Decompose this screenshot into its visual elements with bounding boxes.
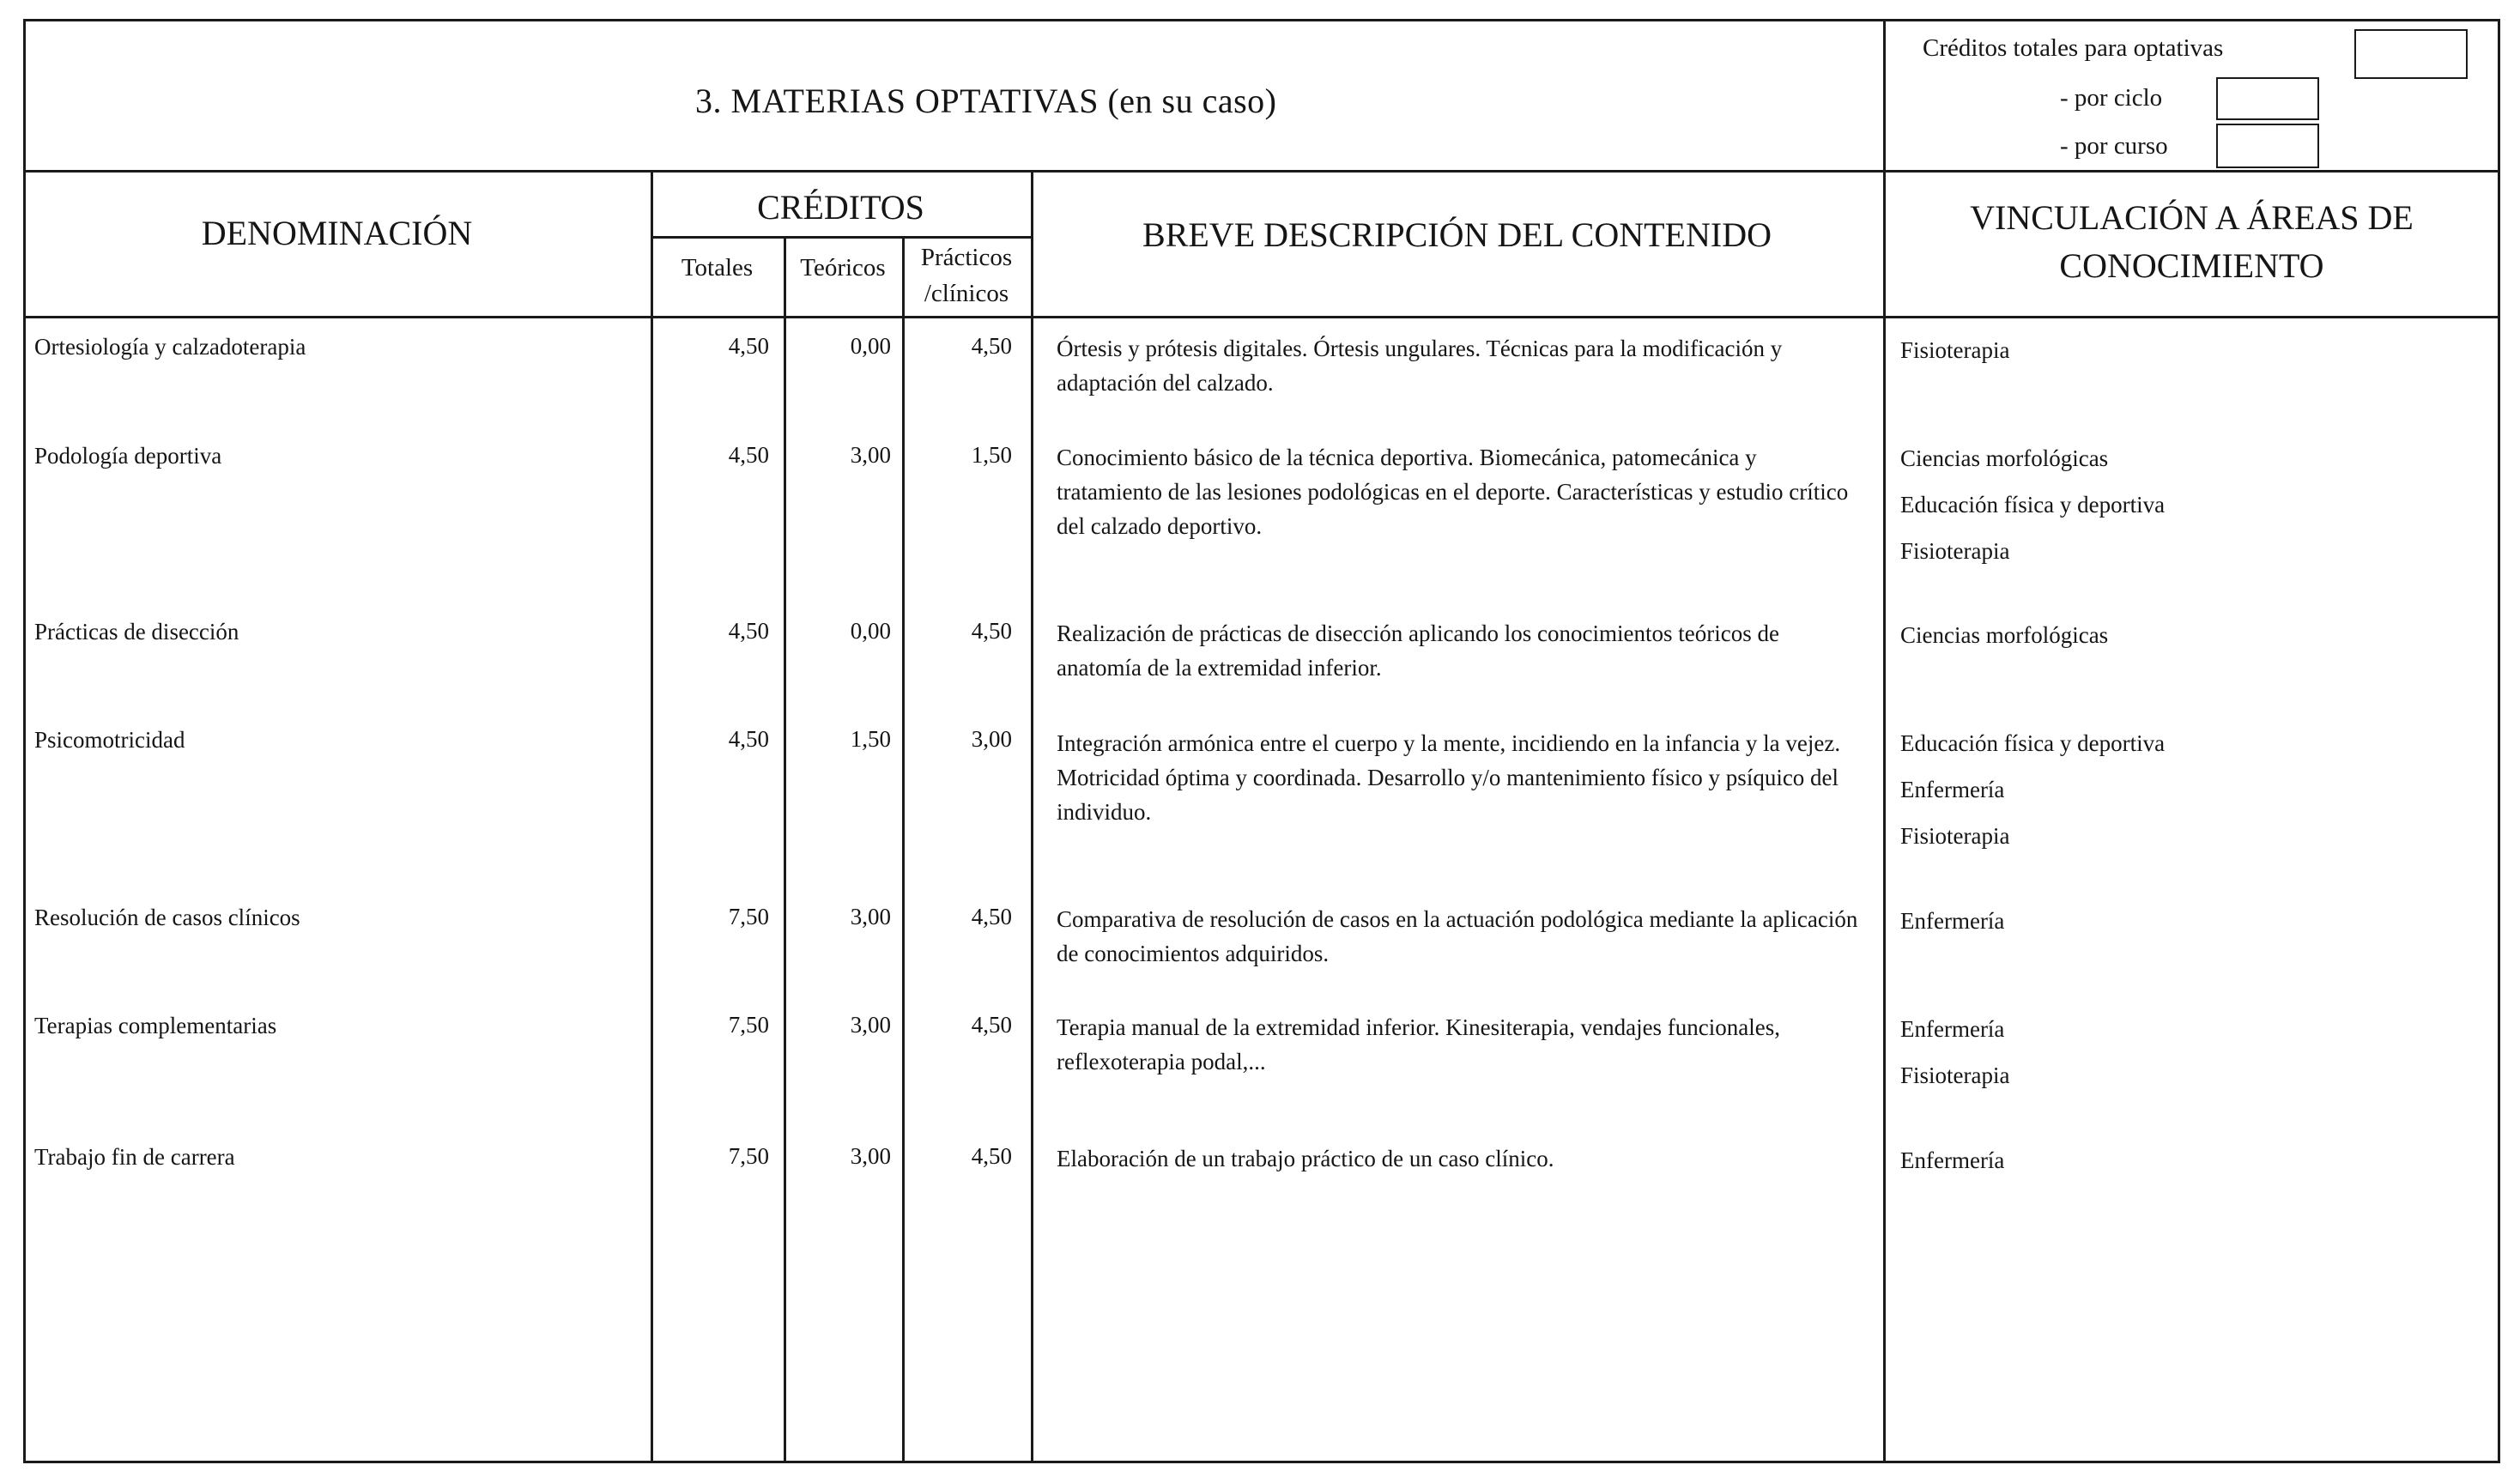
header-practicos-line2: /clínicos [924, 280, 1009, 307]
row-areas [1900, 442, 2165, 581]
row-teoricos: 3,00 [850, 442, 891, 468]
row-totales: 4,50 [728, 442, 769, 468]
header-teoricos: Teóricos [800, 254, 886, 281]
row-name: Ortesiología y calzadoterapia [34, 334, 306, 360]
area-item: Enfermería [1900, 777, 2005, 802]
row-practicos: 4,50 [971, 618, 1012, 644]
header-practicos [902, 239, 1031, 312]
row-description: Elaboración de un trabajo práctico de un caso clínico. [1057, 1146, 1554, 1171]
row-teoricos: 3,00 [850, 904, 891, 929]
row-name: Podología deportiva [34, 443, 222, 469]
row-totales: 4,50 [728, 726, 769, 752]
row-totales: 7,50 [728, 904, 769, 929]
row-teoricos: 0,00 [850, 618, 891, 644]
column-divider-practicos [902, 236, 905, 1463]
area-item: Fisioterapia [1900, 1062, 2010, 1088]
header-vinculacion-line1: VINCULACIÓN A ÁREAS DE [1970, 198, 2414, 237]
creditos-subheader-divider [651, 236, 1031, 239]
column-divider-totales [651, 170, 653, 1463]
row-description: Integración armónica entre el cuerpo y la mente, incidiendo en la infancia y la vejez. Motricidad óptima y coordinada. Desarrollo y/o mantenimiento físico y psíquico del individuo. [1057, 730, 1841, 825]
row-name: Psicomotricidad [34, 727, 185, 753]
row-areas [1900, 905, 2004, 951]
row-areas [1900, 1013, 2009, 1105]
header-creditos: CRÉDITOS [757, 188, 924, 227]
row-description: Realización de prácticas de disección aplicando los conocimientos teóricos de anatomía de la extremidad inferior. [1057, 620, 1779, 681]
area-item: Ciencias morfológicas [1900, 622, 2109, 648]
row-description: Órtesis y prótesis digitales. Órtesis ungulares. Técnicas para la modificación y adaptación del calzado. [1057, 336, 1783, 396]
area-item: Educación física y deportiva [1900, 492, 2166, 518]
area-item: Fisioterapia [1900, 337, 2010, 363]
row-areas [1900, 727, 2165, 866]
row-name: Prácticas de disección [34, 619, 239, 645]
credits-total-box [2354, 29, 2468, 79]
row-name: Terapias complementarias [34, 1013, 277, 1038]
header-practicos-line1: Prácticos [920, 244, 1013, 271]
credits-per-cycle-label: - por ciclo [2060, 84, 2163, 112]
row-teoricos: 1,50 [850, 726, 891, 752]
credits-total-label: Créditos totales para optativas [1923, 34, 2224, 62]
area-item: Enfermería [1900, 908, 2005, 934]
row-practicos: 4,50 [971, 1012, 1012, 1038]
row-practicos: 4,50 [971, 333, 1012, 359]
row-practicos: 1,50 [971, 442, 1012, 468]
area-item: Enfermería [1900, 1016, 2005, 1042]
row-name: Trabajo fin de carrera [34, 1144, 235, 1170]
row-totales: 7,50 [728, 1012, 769, 1038]
row-description: Comparativa de resolución de casos en la actuación podológica mediante la aplicación de conocimientos adquiridos. [1057, 906, 1858, 966]
row-teoricos: 0,00 [850, 333, 891, 359]
area-item: Fisioterapia [1900, 538, 2010, 564]
area-item: Fisioterapia [1900, 823, 2010, 849]
credits-per-course-label: - por curso [2060, 132, 2168, 160]
area-item: Ciencias morfológicas [1900, 445, 2109, 471]
area-item: Enfermería [1900, 1147, 2005, 1173]
row-teoricos: 3,00 [850, 1012, 891, 1038]
credits-per-cycle-box [2216, 77, 2319, 120]
header-vinculacion [1883, 194, 2500, 290]
row-teoricos: 3,00 [850, 1143, 891, 1169]
header-totales: Totales [681, 254, 754, 281]
section-title: 3. MATERIAS OPTATIVAS (en su caso) [695, 82, 1277, 120]
row-practicos: 4,50 [971, 1143, 1012, 1169]
row-totales: 4,50 [728, 618, 769, 644]
title-divider [23, 170, 2500, 173]
row-areas [1900, 334, 2009, 380]
row-description: Terapia manual de la extremidad inferior. Kinesiterapia, vendajes funcionales, reflexoterapia podal,... [1057, 1014, 1781, 1074]
row-areas [1900, 619, 2108, 665]
column-divider-descripcion [1031, 170, 1033, 1463]
header-vinculacion-line2: CONOCIMIENTO [2059, 246, 2324, 285]
row-practicos: 4,50 [971, 904, 1012, 929]
row-areas [1900, 1144, 2004, 1190]
header-divider [23, 316, 2500, 318]
row-totales: 4,50 [728, 333, 769, 359]
row-practicos: 3,00 [971, 726, 1012, 752]
area-item: Educación física y deportiva [1900, 730, 2166, 756]
header-denominacion: DENOMINACIÓN [201, 214, 473, 252]
row-description: Conocimiento básico de la técnica deportiva. Biomecánica, patomecánica y tratamiento de las lesiones podológicas en el deporte. Características y estudio crítico del calzado deportivo. [1057, 445, 1849, 539]
row-name: Resolución de casos clínicos [34, 905, 300, 930]
credits-per-course-box [2216, 124, 2319, 168]
column-divider-teoricos [784, 236, 786, 1463]
header-descripcion: BREVE DESCRIPCIÓN DEL CONTENIDO [1142, 215, 1772, 254]
row-totales: 7,50 [728, 1143, 769, 1169]
